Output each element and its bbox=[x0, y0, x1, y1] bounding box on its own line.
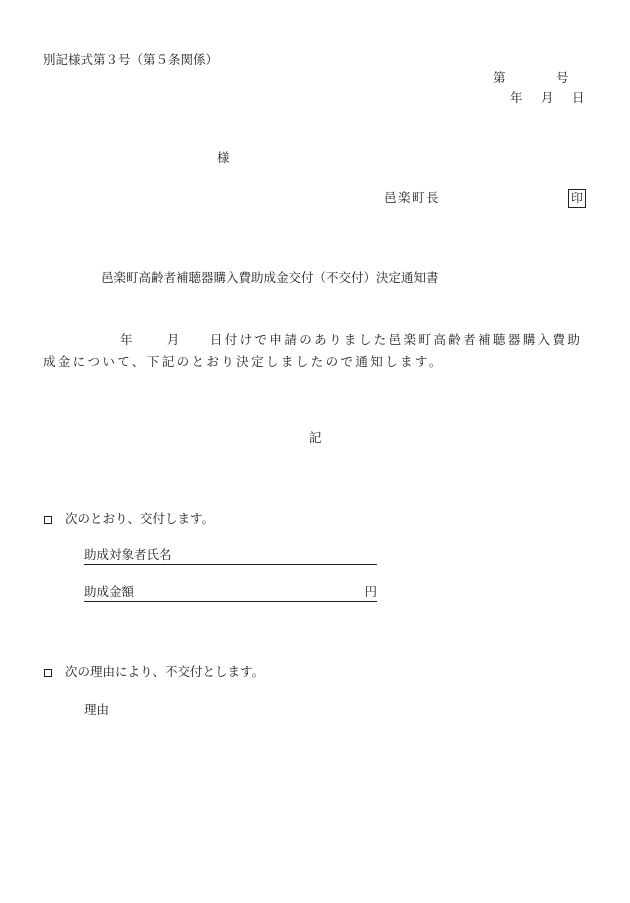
body-paragraph bbox=[43, 329, 588, 373]
deny-checkbox[interactable] bbox=[44, 669, 52, 677]
body-month: 月 bbox=[166, 332, 182, 347]
doc-number-suffix: 号 bbox=[556, 70, 569, 85]
recipient-name-field[interactable] bbox=[84, 549, 377, 565]
addressee-suffix: 様 bbox=[217, 150, 230, 165]
amount-label: 助成金額 bbox=[84, 584, 135, 599]
grant-option-label: 次のとおり、交付します。 bbox=[65, 511, 215, 526]
doc-number-prefix: 第 bbox=[493, 70, 506, 85]
grant-checkbox[interactable] bbox=[44, 516, 52, 524]
date-day: 日 bbox=[572, 90, 585, 105]
reason-label: 理由 bbox=[84, 702, 110, 717]
form-number: 別記様式第３号（第５条関係） bbox=[43, 52, 219, 67]
amount-field[interactable] bbox=[84, 586, 377, 602]
deny-option-label: 次の理由により、不交付とします。 bbox=[65, 664, 265, 679]
note-heading: 記 bbox=[309, 430, 322, 445]
seal-mark: 印 bbox=[568, 189, 586, 208]
body-text: 日付けで申請のありました邑楽町高齢者補聴器購入費助成金について、下記のとおり決定しましたので通知します。 bbox=[43, 332, 583, 369]
amount-unit: 円 bbox=[364, 584, 377, 599]
issuer-name: 邑楽町長 bbox=[384, 190, 441, 205]
date-month: 月 bbox=[541, 90, 554, 105]
body-year: 年 bbox=[120, 332, 135, 347]
document-title: 邑楽町高齢者補聴器購入費助成金交付（不交付）決定通知書 bbox=[101, 270, 439, 285]
recipient-name-label: 助成対象者氏名 bbox=[84, 547, 172, 562]
date-year: 年 bbox=[510, 90, 523, 105]
